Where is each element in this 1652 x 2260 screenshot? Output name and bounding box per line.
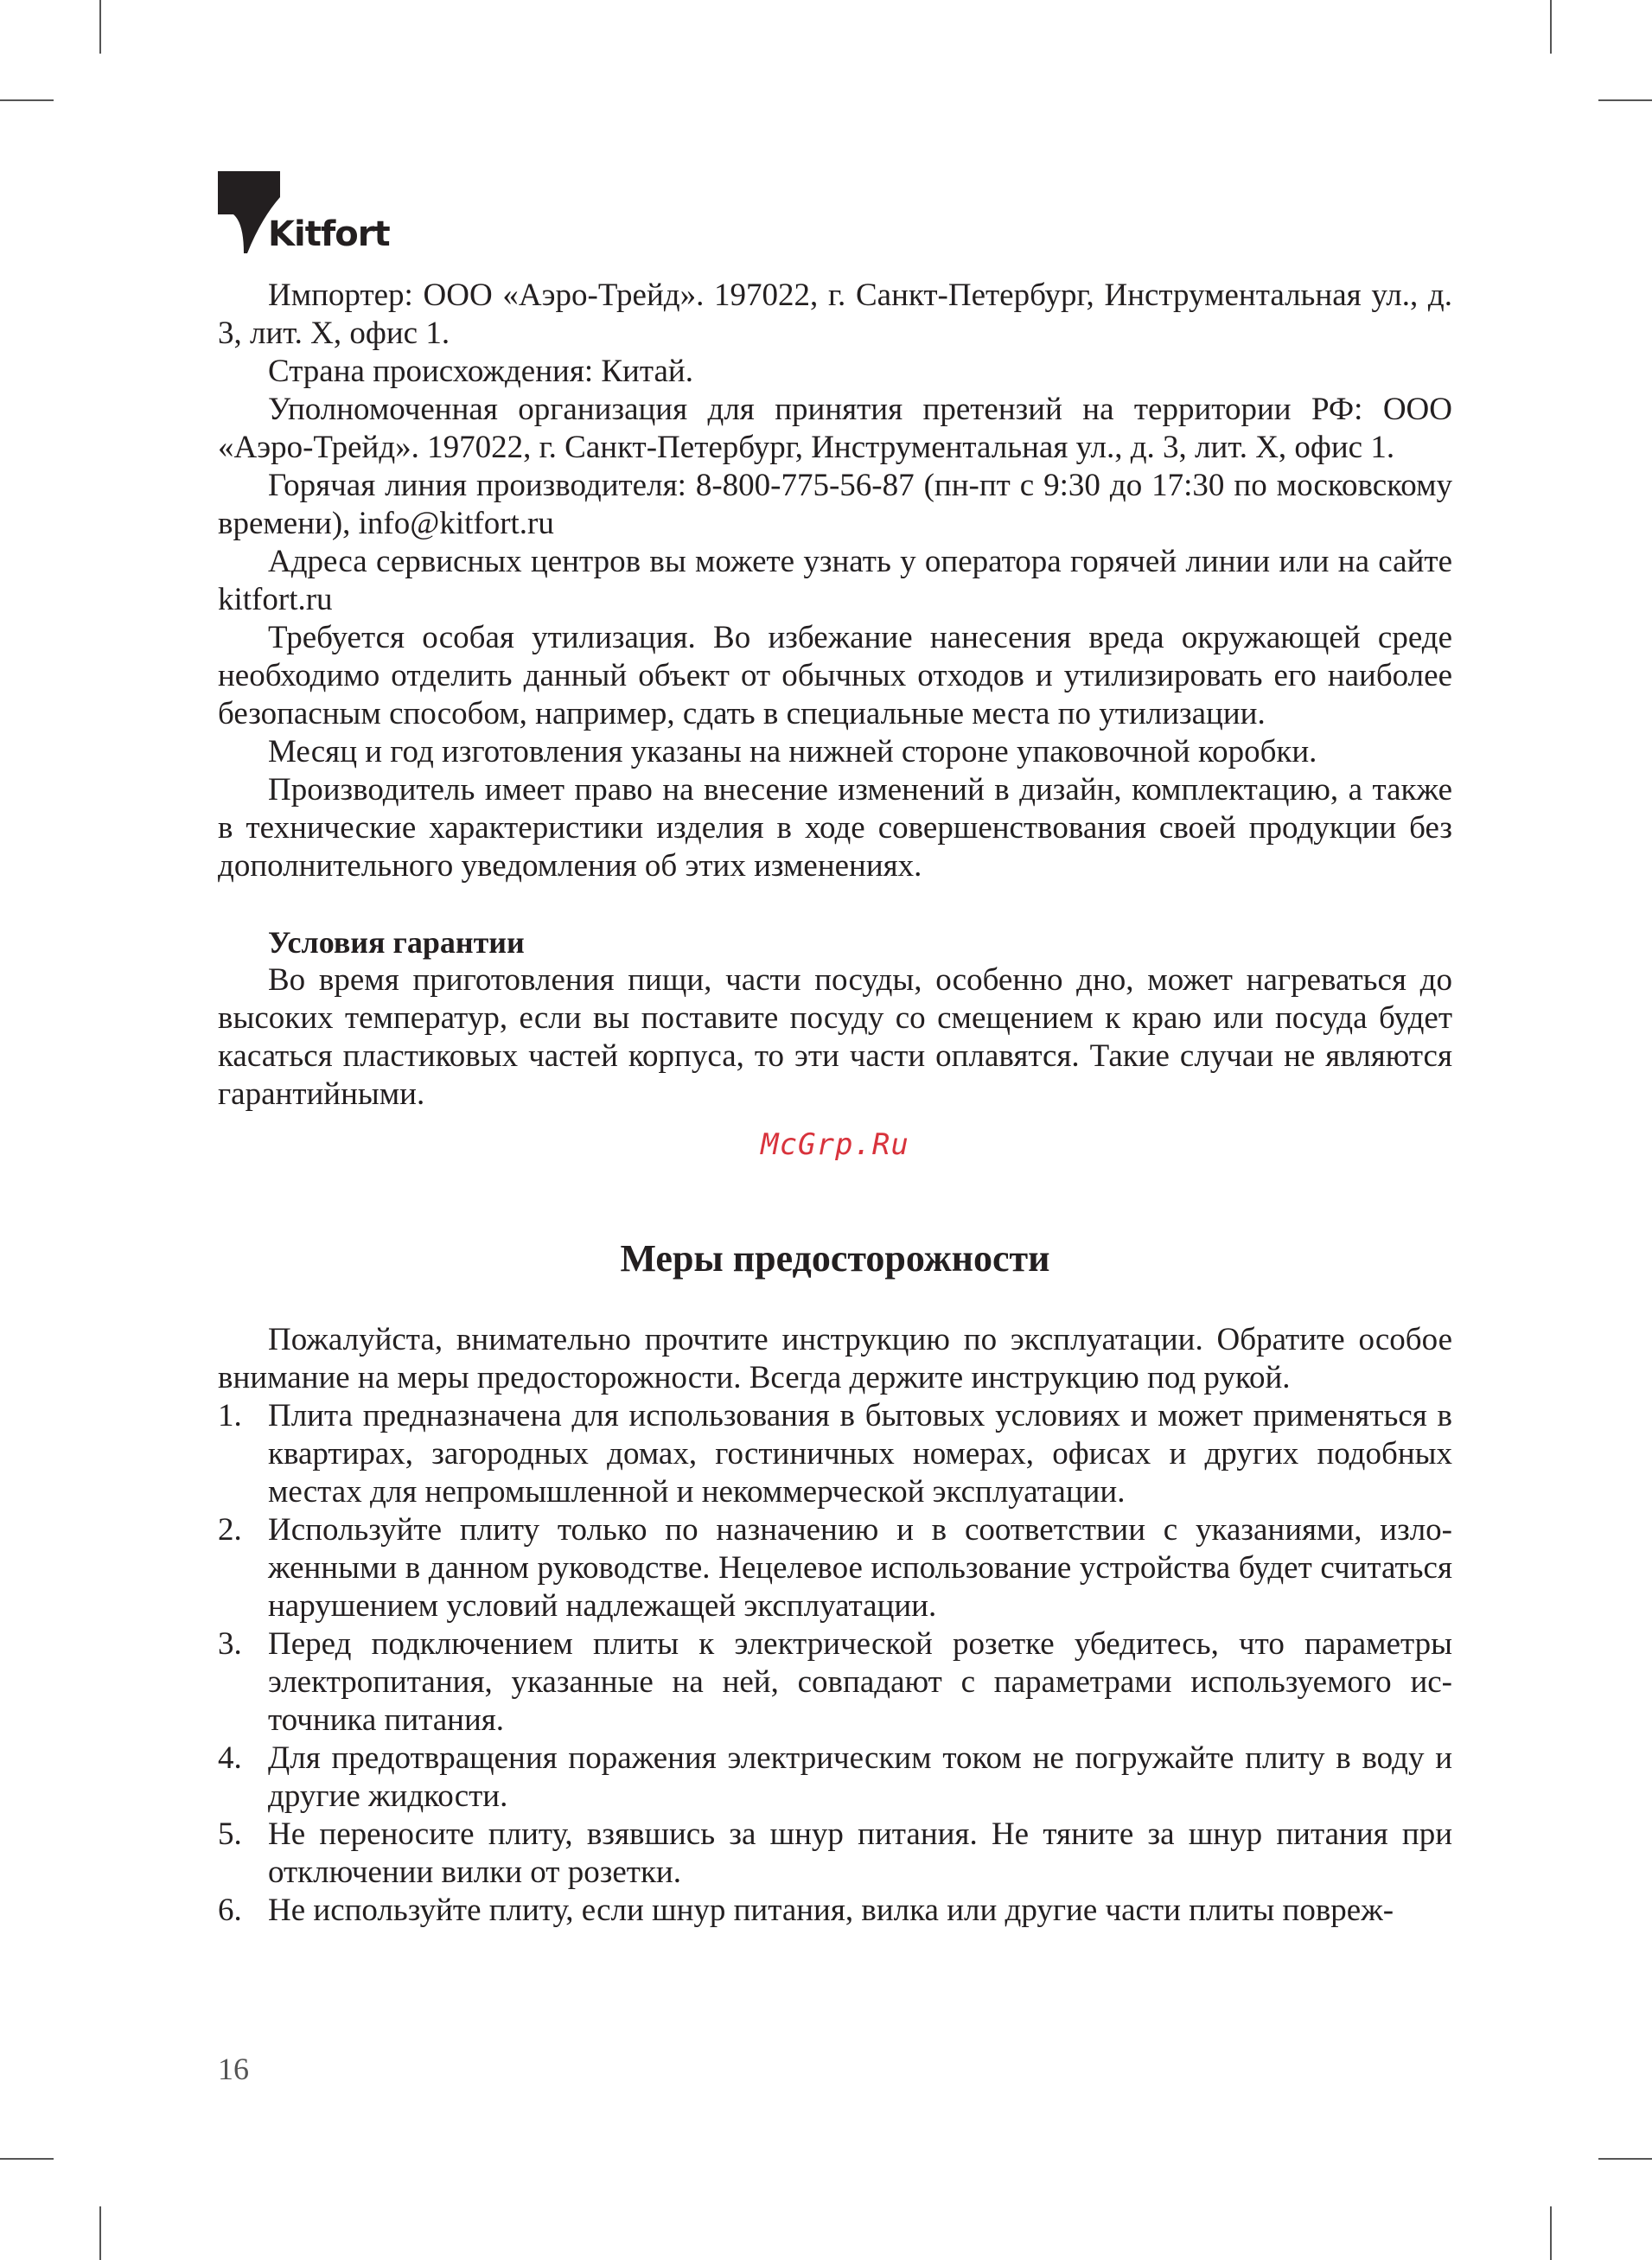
list-item-text: Перед подключением плиты к электрической розетке убедитесь, что параметры электропитания, указанные на ней, совпадают с параметрами используемого источника питания. (268, 1626, 1452, 1738)
list-item (218, 1511, 1452, 1625)
list-item-text: Используйте плиту только по назначению и в соответствии с указаниями, изложенными в данном руководстве. Нецелевое использование устройства будет считаться нарушением условий надлежащей эксплуатации. (268, 1512, 1452, 1624)
list-item-number: 5. (218, 1816, 242, 1852)
list-item-number: 4. (218, 1740, 242, 1776)
paragraph-importer: Импортер: ООО «Аэро-Трейд». 197022, г. Санкт-Петербург, Инструментальная ул., д. 3, лит. Х, офис 1. (218, 278, 1452, 351)
paragraph-manufacture-date: Месяц и год изготовления указаны на нижней стороне упаковочной коробки. (268, 734, 1317, 769)
paragraph-manufacturer-rights: Производитель имеет право на внесение изменений в дизайн, комплектацию, а также в технические характеристики изделия в ходе совершенствования своей продукции без дополнительного уведомления об этих изменениях. (218, 772, 1452, 884)
list-item (218, 1740, 1452, 1816)
paragraph-origin: Страна происхождения: Китай. (268, 354, 693, 389)
paragraph-disposal: Требуется особая утилизация. Во избежание нанесения вреда окружающей среде необходимо отделить данный объект от обычных отходов и утилизировать его наиболее безопасным способом, например, сдать в специальные места по утилизации. (218, 620, 1452, 731)
crop-mark (1550, 2206, 1552, 2260)
list-item (218, 1397, 1452, 1511)
list-item-number: 2. (218, 1512, 242, 1548)
section-title: Меры предосторожности (620, 1237, 1050, 1280)
crop-mark (99, 0, 101, 54)
crop-mark (1598, 99, 1652, 101)
page-number: 16 (218, 2052, 249, 2086)
paragraph-hotline: Горячая линия производителя: 8-800-775-56-87 (пн-пт с 9:30 до 17:30 по московскому времени), info@kitfort.ru (218, 468, 1452, 541)
list-item-number: 3. (218, 1626, 242, 1662)
crop-mark (0, 2158, 54, 2160)
precautions-intro: Пожалуйста, внимательно прочтите инструкцию по эксплуатации. Обратите особое внимание на меры предосторожности. Всегда держите инструкцию под рукой. (218, 1322, 1452, 1395)
list-item-number: 6. (218, 1893, 242, 1928)
list-item-number: 1. (218, 1398, 242, 1433)
crop-mark (0, 99, 54, 101)
list-item-text: Для предотвращения поражения электрическим током не погружайте плиту в воду и другие жидкости. (268, 1740, 1452, 1814)
list-item (218, 1625, 1452, 1740)
watermark: McGrp.Ru (761, 1127, 909, 1162)
paragraph-service-centers: Адреса сервисных центров вы можете узнать у оператора горячей линии или на сайте kitfort.ru (218, 544, 1452, 617)
warranty-text: Во время приготовления пищи, части посуды, особенно дно, может нагреваться до высоких температур, если вы поставите посуду со смещением к краю или посуда будет касаться пластиковых частей корпуса, то эти части оплавятся. Такие случаи не являются гарантийными. (218, 962, 1452, 1112)
precautions-list (218, 1397, 1452, 1930)
list-item (218, 1816, 1452, 1892)
page-content (218, 277, 1452, 1930)
list-item (218, 1892, 1452, 1930)
paragraph-claims-org: Уполномоченная организация для принятия претензий на территории РФ: ООО «Аэро-Трейд». 197022, г. Санкт-Петербург, Инструментальная ул., д. 3, лит. Х, офис 1. (218, 392, 1452, 465)
crop-mark (99, 2206, 101, 2260)
brand-name: Kitfort (268, 214, 390, 254)
crop-mark (1598, 2158, 1652, 2160)
warranty-heading: Условия гарантии (268, 925, 525, 960)
list-item-text: Плита предназначена для использования в бытовых условиях и может применяться в квартирах, загородных домах, гостиничных номерах, офисах и других подобных местах для непромышленной и некоммерческой эксплуатации. (268, 1398, 1452, 1510)
list-item-text: Не переносите плиту, взявшись за шнур питания. Не тяните за шнур питания при отключении вилки от розетки. (268, 1816, 1452, 1890)
list-item-text: Не используйте плиту, если шнур питания, вилка или другие части плиты повреж- (268, 1893, 1394, 1928)
kitfort-logo (218, 171, 391, 258)
crop-mark (1550, 0, 1552, 54)
